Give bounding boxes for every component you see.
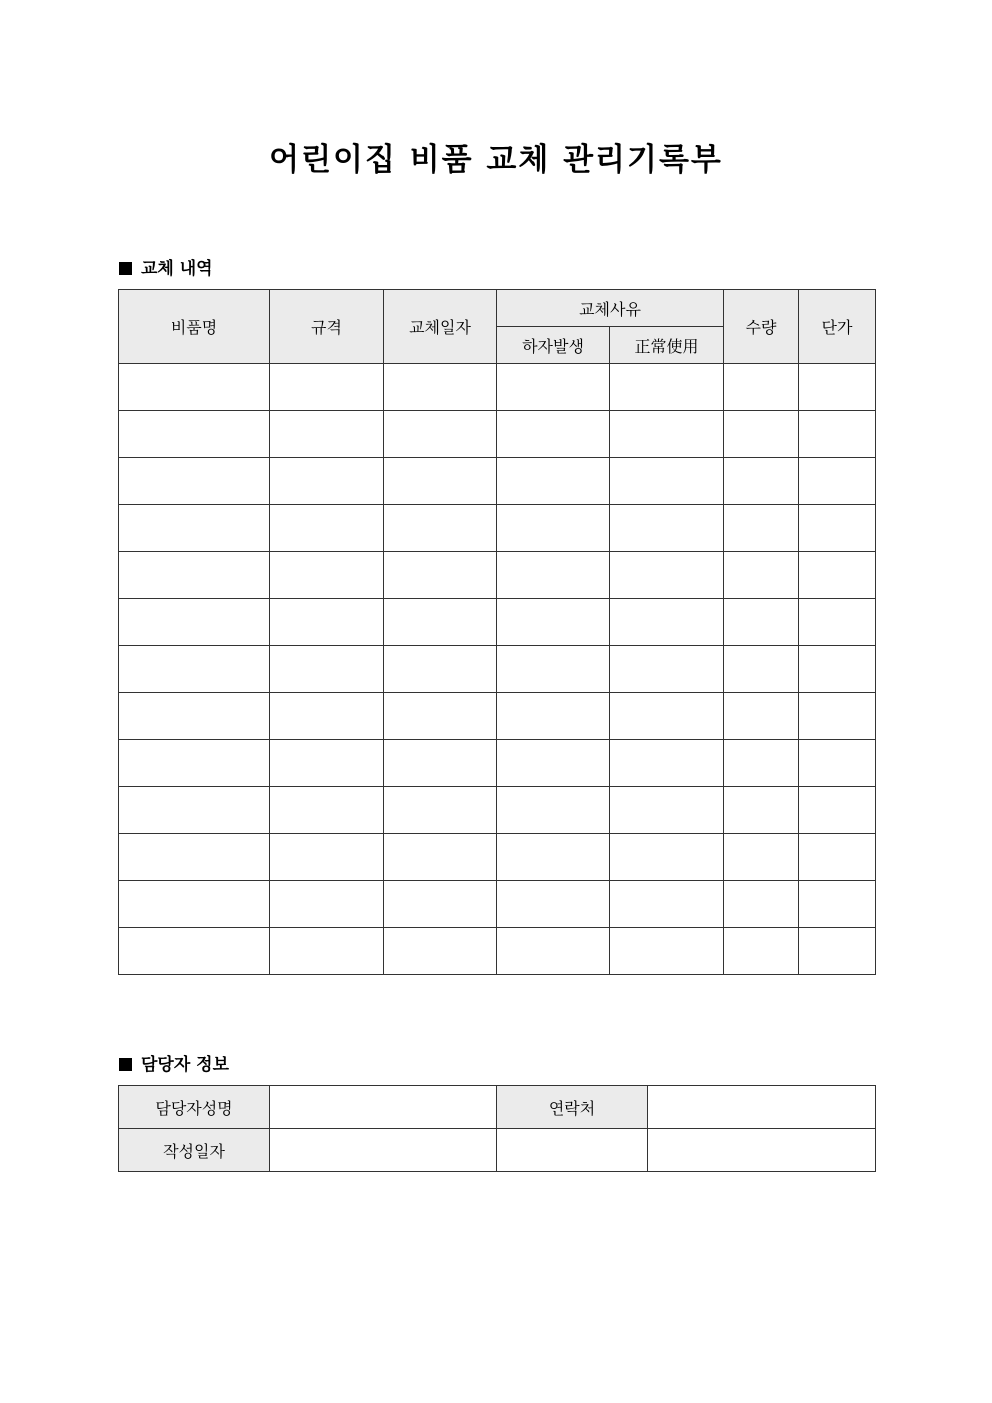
table-cell[interactable]	[497, 740, 610, 787]
table-cell[interactable]	[497, 552, 610, 599]
blank-cell[interactable]	[497, 1129, 648, 1172]
table-cell[interactable]	[497, 364, 610, 411]
table-cell[interactable]	[119, 787, 270, 834]
table-cell[interactable]	[270, 693, 384, 740]
table-row	[119, 834, 876, 881]
table-cell[interactable]	[799, 646, 876, 693]
table-cell[interactable]	[799, 693, 876, 740]
table-cell[interactable]	[119, 834, 270, 881]
table-cell[interactable]	[270, 787, 384, 834]
table-cell[interactable]	[799, 928, 876, 975]
table-cell[interactable]	[610, 599, 724, 646]
table-cell[interactable]	[497, 834, 610, 881]
table-row	[119, 881, 876, 928]
table-cell[interactable]	[384, 364, 497, 411]
table-cell[interactable]	[384, 928, 497, 975]
table-cell[interactable]	[497, 599, 610, 646]
table-cell[interactable]	[497, 505, 610, 552]
table-cell[interactable]	[799, 411, 876, 458]
table-cell[interactable]	[610, 646, 724, 693]
table-cell[interactable]	[270, 834, 384, 881]
table-cell[interactable]	[270, 599, 384, 646]
table-cell[interactable]	[610, 364, 724, 411]
table-cell[interactable]	[497, 928, 610, 975]
table-row	[119, 693, 876, 740]
table-cell[interactable]	[724, 881, 799, 928]
table-cell[interactable]	[724, 834, 799, 881]
written-date-field[interactable]	[270, 1129, 497, 1172]
header-spec: 규격	[270, 290, 384, 364]
written-date-label: 작성일자	[119, 1129, 270, 1172]
table-cell[interactable]	[724, 928, 799, 975]
table-cell[interactable]	[270, 740, 384, 787]
table-cell[interactable]	[119, 881, 270, 928]
table-cell[interactable]	[384, 834, 497, 881]
table-cell[interactable]	[497, 881, 610, 928]
manager-name-field[interactable]	[270, 1086, 497, 1129]
table-cell[interactable]	[384, 646, 497, 693]
square-bullet-icon	[119, 1058, 132, 1071]
table-cell[interactable]	[270, 881, 384, 928]
table-cell[interactable]	[119, 505, 270, 552]
table-row	[119, 364, 876, 411]
table-row	[119, 411, 876, 458]
table-cell[interactable]	[610, 834, 724, 881]
table-cell[interactable]	[119, 552, 270, 599]
table-cell[interactable]	[497, 787, 610, 834]
table-cell[interactable]	[724, 787, 799, 834]
table-cell[interactable]	[610, 740, 724, 787]
table-cell[interactable]	[384, 599, 497, 646]
table-cell[interactable]	[610, 552, 724, 599]
table-cell[interactable]	[384, 411, 497, 458]
table-cell[interactable]	[610, 411, 724, 458]
header-unit-price: 단가	[799, 290, 876, 364]
header-reason-defect: 하자발생	[497, 327, 610, 364]
header-item-name: 비품명	[119, 290, 270, 364]
table-cell[interactable]	[724, 552, 799, 599]
table-cell[interactable]	[384, 740, 497, 787]
table-cell[interactable]	[799, 787, 876, 834]
table-cell[interactable]	[270, 552, 384, 599]
table-cell[interactable]	[270, 458, 384, 505]
table-row	[119, 740, 876, 787]
table-cell[interactable]	[724, 505, 799, 552]
table-cell[interactable]	[119, 364, 270, 411]
section-heading-label: 담당자 정보	[141, 1055, 230, 1075]
table-row	[119, 552, 876, 599]
header-reason: 교체사유	[497, 290, 724, 327]
table-cell[interactable]	[724, 411, 799, 458]
section-heading-manager	[119, 1050, 229, 1075]
contact-label: 연락처	[497, 1086, 648, 1129]
table-row	[119, 599, 876, 646]
table-cell[interactable]	[270, 928, 384, 975]
table-cell[interactable]	[724, 693, 799, 740]
table-cell[interactable]	[384, 693, 497, 740]
contact-field[interactable]	[648, 1086, 876, 1129]
table-cell[interactable]	[724, 646, 799, 693]
table-row	[119, 928, 876, 975]
table-cell[interactable]	[384, 787, 497, 834]
table-cell[interactable]	[119, 458, 270, 505]
table-cell[interactable]	[497, 458, 610, 505]
section-heading-replacement	[119, 254, 213, 279]
table-cell[interactable]	[799, 364, 876, 411]
table-cell[interactable]	[724, 364, 799, 411]
table-cell[interactable]	[724, 740, 799, 787]
table-cell[interactable]	[119, 411, 270, 458]
table-row	[119, 505, 876, 552]
table-cell[interactable]	[384, 881, 497, 928]
table-row	[119, 1086, 876, 1129]
table-body	[119, 364, 876, 975]
table-row	[119, 1129, 876, 1172]
table-cell[interactable]	[497, 646, 610, 693]
table-cell[interactable]	[119, 646, 270, 693]
table-cell[interactable]	[270, 646, 384, 693]
page-title: 어린이집 비품 교체 관리기록부	[269, 142, 723, 178]
table-cell[interactable]	[799, 458, 876, 505]
replacement-table	[118, 289, 876, 975]
table-cell[interactable]	[270, 364, 384, 411]
table-cell[interactable]	[724, 458, 799, 505]
table-cell[interactable]	[610, 928, 724, 975]
table-header-row	[119, 290, 876, 327]
table-row	[119, 787, 876, 834]
header-replace-date: 교체일자	[384, 290, 497, 364]
table-row	[119, 458, 876, 505]
table-cell[interactable]	[799, 552, 876, 599]
table-cell[interactable]	[384, 505, 497, 552]
table-row	[119, 646, 876, 693]
table-cell[interactable]	[270, 411, 384, 458]
table-cell[interactable]	[799, 599, 876, 646]
table-cell[interactable]	[119, 599, 270, 646]
table-cell[interactable]	[119, 693, 270, 740]
header-reason-normal: 正常使用	[610, 327, 724, 364]
table-cell[interactable]	[799, 834, 876, 881]
table-cell[interactable]	[610, 505, 724, 552]
section-heading-label: 교체 내역	[141, 259, 213, 279]
table-cell[interactable]	[799, 881, 876, 928]
header-quantity: 수량	[724, 290, 799, 364]
table-cell[interactable]	[610, 787, 724, 834]
table-cell[interactable]	[799, 505, 876, 552]
blank-cell[interactable]	[648, 1129, 876, 1172]
table-cell[interactable]	[497, 693, 610, 740]
table-cell[interactable]	[119, 928, 270, 975]
square-bullet-icon	[119, 262, 132, 275]
table-cell[interactable]	[610, 458, 724, 505]
table-cell[interactable]	[384, 458, 497, 505]
table-cell[interactable]	[724, 599, 799, 646]
table-cell[interactable]	[610, 881, 724, 928]
manager-info-table	[118, 1085, 876, 1172]
table-cell[interactable]	[497, 411, 610, 458]
manager-name-label: 담당자성명	[119, 1086, 270, 1129]
table-cell[interactable]	[799, 740, 876, 787]
table-cell[interactable]	[384, 552, 497, 599]
table-cell[interactable]	[610, 693, 724, 740]
table-cell[interactable]	[270, 505, 384, 552]
table-cell[interactable]	[119, 740, 270, 787]
